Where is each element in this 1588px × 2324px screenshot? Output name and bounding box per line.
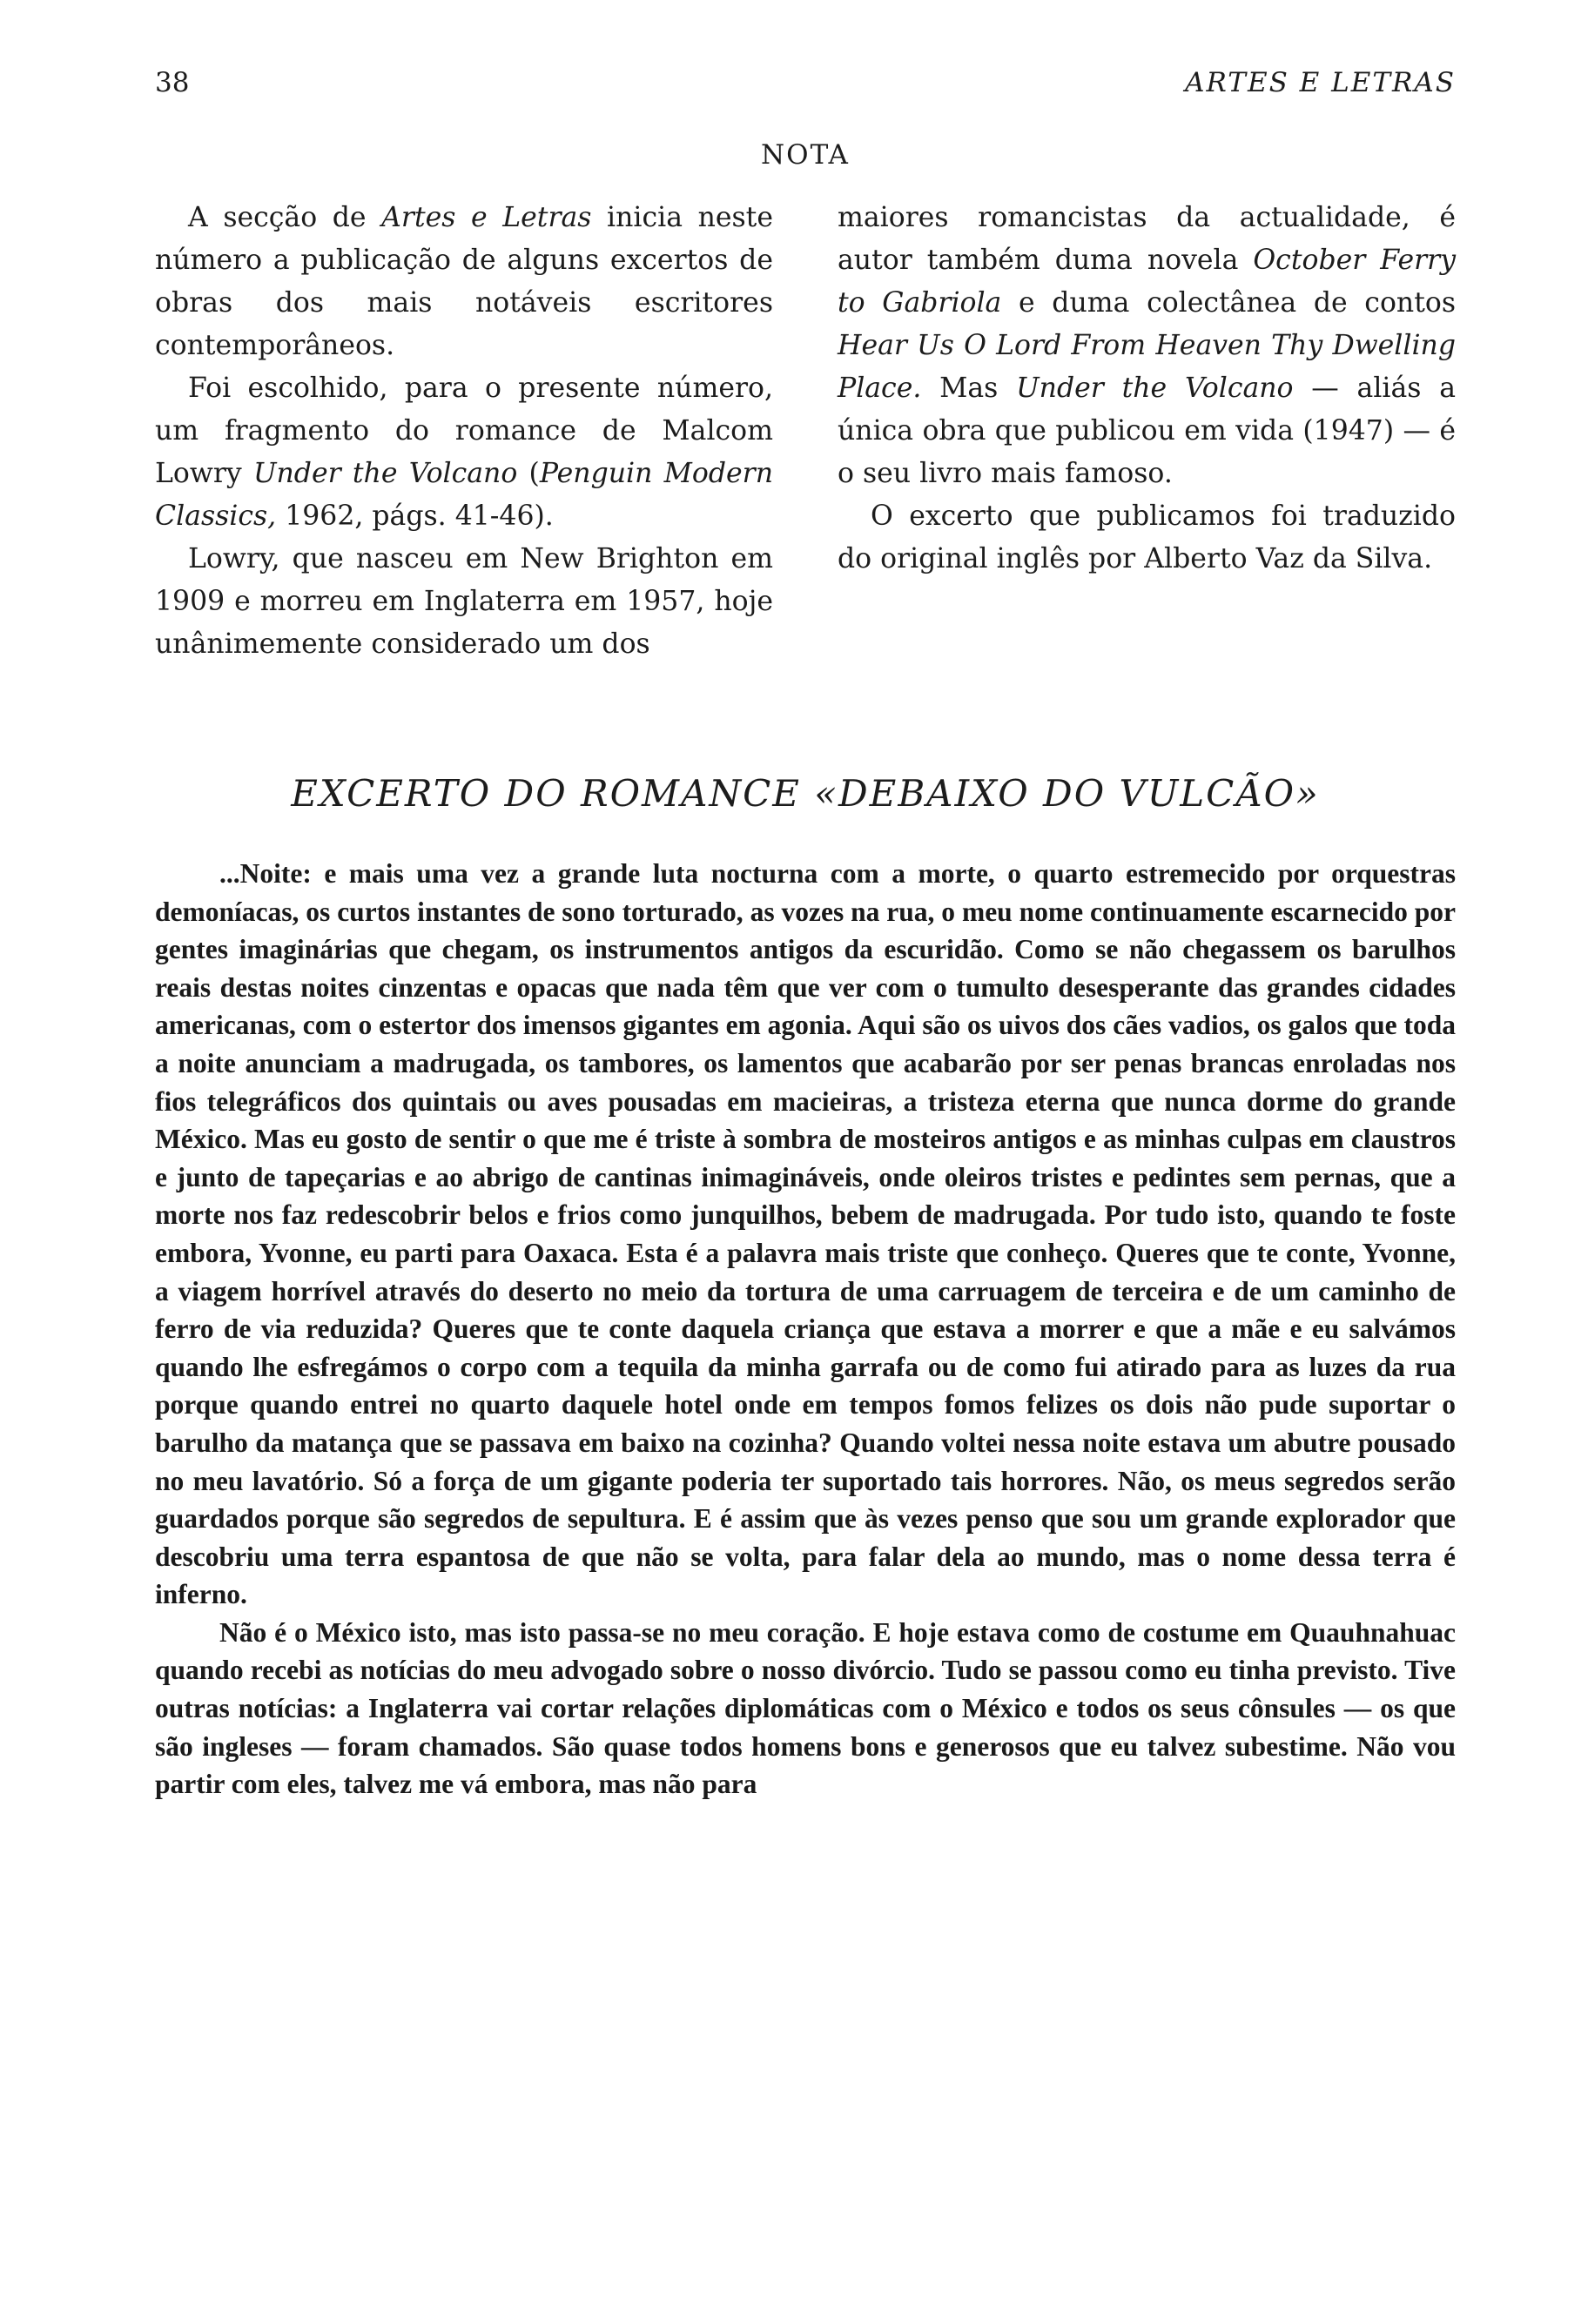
nota-left-column <box>155 197 773 666</box>
nota-paragraph: O excerto que publicamos foi traduzido do original inglês por Alberto Vaz da Silva. <box>838 500 1456 574</box>
excerpt-body <box>155 855 1456 1803</box>
page-number: 38 <box>155 67 190 98</box>
nota-paragraph: maiores romancistas da actualidade, é autor também duma novela October Ferry to Gabriola e duma colectânea de contos Hear Us O Lord From Heaven Thy Dwelling Place. Mas Under the Volcano — aliás a única obra que publicou em vida (1947) — é o seu livro mais famoso. <box>838 202 1456 489</box>
excerpt-title: EXCERTO DO ROMANCE «DEBAIXO DO VULCÃO» <box>291 772 1320 815</box>
section-title: ARTES E LETRAS <box>1185 67 1456 98</box>
running-header <box>155 61 1456 104</box>
excerpt-paragraph: Não é o México isto, mas isto passa-se no meu coração. E hoje estava como de costume em Quauhnahuac quando recebi as notícias do meu advogado sobre o nosso divórcio. Tudo se passou como eu tinha previsto. Tive outras notícias: a Inglaterra vai cortar relações diplomáticas com o México e todos os seus cônsules — os que são ingleses — foram chamados. São quase todos homens bons e generosos que eu talvez subestime. Não vou partir com eles, talvez me vá embora, mas não para <box>155 1616 1456 1800</box>
nota-columns <box>155 197 1456 666</box>
nota-heading: NOTA <box>761 139 850 171</box>
nota-paragraph: Lowry, que nasceu em New Brighton em 1909 e morreu em Inglaterra em 1957, hoje unânimemente considerado um dos <box>155 543 773 660</box>
page <box>155 61 1456 1803</box>
nota-right-column <box>838 197 1456 666</box>
nota-paragraph: A secção de Artes e Letras inicia neste número a publicação de alguns excertos de obras dos mais notáveis escritores contemporâneos. <box>155 202 773 361</box>
excerpt-paragraph: ...Noite: e mais uma vez a grande luta nocturna com a morte, o quarto estremecido por orquestras demoníacas, os curtos instantes de sono torturado, as vozes na rua, o meu nome continuamente escarnecido por gentes imaginárias que chegam, os instrumentos antigos da escuridão. Como se não chegassem os barulhos reais destas noites cinzentas e opacas que nada têm que ver com o tumulto desesperante das grandes cidades americanas, com o estertor dos imensos gigantes em agonia. Aqui são os uivos dos cães vadios, os galos que toda a noite anunciam a madrugada, os tambores, os lamentos que acabarão por ser penas brancas enroladas nos fios telegráficos dos quintais ou aves pousadas em macieiras, a tristeza eterna que nunca dorme do grande México. Mas eu gosto de sentir o que me é triste à sombra de mosteiros antigos e as minhas culpas em claustros e junto de tapeçarias e ao abrigo de cantinas inimagináveis, onde oleiros tristes e pedintes sem pernas, que a morte nos faz redescobrir belos e frios como junquilhos, bebem de madrugada. Por tudo isto, quando te foste embora, Yvonne, eu parti para Oaxaca. Esta é a palavra mais triste que conheço. Queres que te conte, Yvonne, a viagem horrível através do deserto no meio da tortura de uma carruagem de terceira e de um caminho de ferro de via reduzida? Queres que te conte daquela criança que estava a morrer e que a mãe e eu salvámos quando lhe esfregámos o corpo com a tequila da minha garrafa ou de como fui atirado para as luzes da rua porque quando entrei no quarto daquele hotel onde em tempos fomos felizes os dois não pude suportar o barulho da matança que se passava em baixo na cozinha? Quando voltei nessa noite estava um abutre pousado no meu lavatório. Só a força de um gigante poderia ter suportado tais horrores. Não, os meus segredos serão guardados porque são segredos de sepultura. E é assim que às vezes penso que sou um grande explorador que descobriu uma terra espantosa de que não se volta, para falar dela ao mundo, mas o nome dessa terra é inferno. <box>155 858 1456 1610</box>
nota-paragraph: Foi escolhido, para o presente número, um fragmento do romance de Malcom Lowry Under the Volcano (Penguin Modern Classics, 1962, págs. 41-46). <box>155 373 773 532</box>
